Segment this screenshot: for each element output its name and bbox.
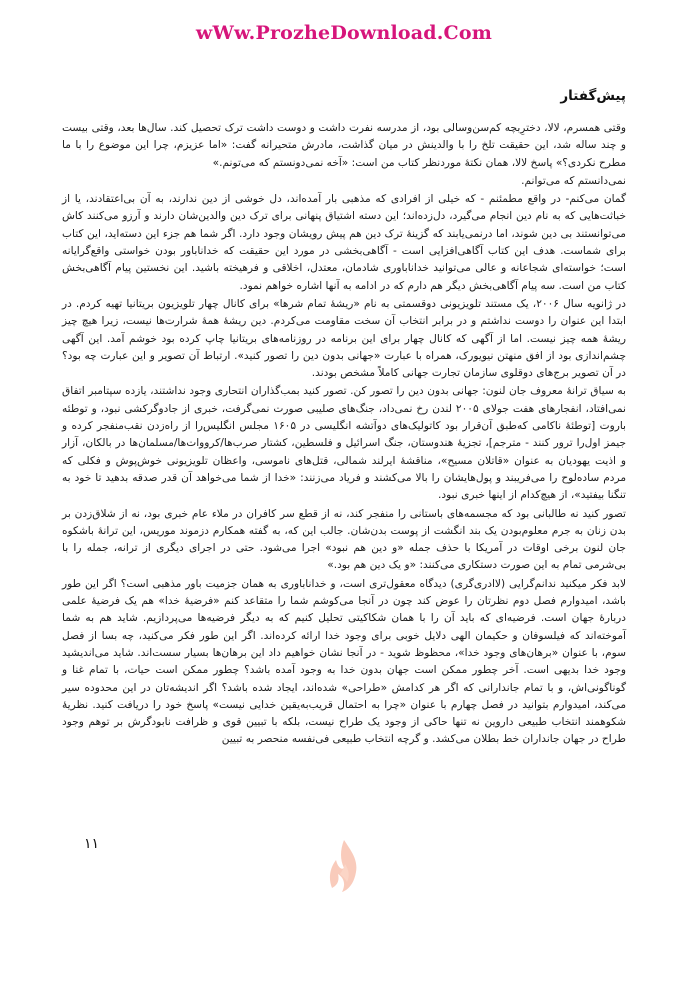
page-number: ۱۱ <box>84 836 100 852</box>
paragraph: به سیاق ترانهٔ معروف جان لنون: جهانی بدون دین را تصور کن. تصور کنید بمب‌گذاران انتحاری وجود نداشتند، یازده سپتامبر اتفاق نمی‌افتاد، انفجارهای هفت جولای ۲۰۰۵ لندن رخ نمی‌داد، جنگ‌های صلیبی صورت نمی‌گرفت، خبری از جادوگرکشی نبود، و توطئه باروت [توطئهٔ ناکامی که‌طبق آن‌قرار بود کاتولیک‌های دوآتشه انگلیسی در ۱۶۰۵ مجلس انگلیس‌را از راه‌زدن نقب‌منفجر کرده و جیمز اول‌را ترور کنند - مترجم]، تجزیهٔ هندوستان، جنگ اسرائیل و فلسطین، کشتار صرب‌ها/کرووات‌ها/مسلمان‌ها در بالکان، آزار و اذیت یهودیان به عنوان «قاتلان مسیح»، مناقشهٔ ایرلند شمالی، قتل‌های ناموسی، واعظان تلویزیونی خوش‌پوش و فکلی که مردم ساده‌لوح را می‌فریبند و پول‌هایشان را بالا می‌کشند و فریاد می‌زنند: «خدا از شما می‌خواهد آن قدر صدقه بدهید تا خود به تنگنا بیفتید»، از هیچ‌کدام از اینها خبری نبود. <box>62 385 627 502</box>
site-banner[interactable]: wWw.ProzheDownload.Com <box>195 22 493 44</box>
paragraph: گمان می‌کنم- در واقع مطمئنم - که خیلی از افرادی که مذهبی بار آمده‌اند، دل خوشی از دین ندارند، به آن بی‌اعتقادند، یا از خباثت‌هایی که به نام دین انجام می‌گیرد، دل‌زده‌اند؛ این دسته اشتیاق پنهانی برای ترک دین والدین‌شان دارند و آرزو می‌کنند کاش می‌توانستند بی دین شوند، اما درنمی‌یابند که گزینهٔ ترک دین هم پیش رویشان وجود دارد. اگر شما هم جزء این دسته‌اید، این کتاب برای شماست. هدف این کتاب آگاهی‌افزایی است - آگاهی‌بخشی در مورد این حقیقت که خداناباور بودن خواستی واقع‌گرایانه است؛ خواسته‌ای شجاعانه و عالی می‌توانید خداناباوری شادمان، معتدل، اخلاقی و فرهیخته باشید. این نخستین پیام آگاهی‌بخش کتاب من است. سه پیام آگاهی‌بخش دیگر هم دارم که در ادامه به آنها اشاره خواهم نمود. <box>62 193 626 292</box>
paragraph: در ژانویه سال ۲۰۰۶، یک مستند تلویزیونی دوقسمتی به نام «ریشهٔ تمام شرها» برای کانال چهار تلویزیون بریتانیا تهیه کردم. در ابتدا این عنوان را دوست نداشتم و در برابر انتخاب آن سخت مقاومت می‌کردم. دین ریشهٔ همهٔ شرارت‌ها نیست، زیرا هیچ چیز ریشهٔ همه چیز نیست. اما از آگهی که کانال چهار برای این برنامه در روزنامه‌های بریتانیا چاپ کرده بود خوشم آمد. این آگهی چشم‌اندازی بود از افق منهتن نیویورک، همراه با عبارت «جهانی بدون دین را تصور کنید». ارتباط آن تصویر و این عبارت چه بود؟ در آن تصویر برج‌های دوقلوی سازمان تجارت جهانی کاملاً مشخص بودند. <box>62 297 626 380</box>
paragraph: تصور کنید نه طالبانی بود که مجسمه‌های باستانی را منفجر کند، نه از قطع سر کافران در ملاء عام خبری بود، نه از شلاق‌زدن بر بدن زنان به جرم معلوم‌بودن یک بند انگشت از پوست بدن‌شان. جالب این که، به گفته همکارم دزموند موریس، این ترانهٔ باشکوه جان لنون برخی اوقات در آمریکا با حذف جمله «و دین هم نبود» اجرا می‌شود. حتی در اجرای دیگری از ترانه، جمله را با بی‌شرمی تمام به این صورت دستکاری می‌کنند: «و یک دین هم بود.» <box>62 507 626 572</box>
paragraph: لابد فکر میکنید ندانم‌گرایی (لاادری‌گری) دیدگاه معقول‌تری است، و خداناباوری به همان جزمیت باور مذهبی است؟ اگر این طور باشد، امیدوارم فصل دوم نظرتان را عوض کند چون در آنجا می‌کوشم شما را متقاعد کنم «فرضیهٔ خدا» هم یک فرضیهٔ علمی دربارهٔ جهان است. فرضیه‌ای که باید آن را با همان شکاکیتی تحلیل کنیم که به دیگر فرضیه‌ها می‌پردازیم. شاید هم به شما آموخته‌اند که فیلسوفان و حکیمان الهی دلایل خوبی برای وجود خدا ارائه کرده‌اند. اگر این طور فکر می‌کنید، چه بسا از فصل سوم، با عنوان «برهان‌های وجود خدا»، محظوظ شوید - در آنجا نشان خواهیم داد این برهان‌ها بسیار سست‌اند. شاید می‌اندیشید وجود خدا بدیهی است. آخر چطور ممکن است جهان بدون خدا به وجود آمده باشد؟ چطور ممکن است حیات، با تمام غنا و گوناگونی‌اش، و با تمام جاندارانی که اگر هر کدامش «طراحی» شده‌اند، ایجاد شده باشد؟ اگر اندیشه‌تان در این محدوده سیر می‌کند، امیدوارم بتوانید در فصل چهارم با عنوان «چرا به احتمال قریب‌به‌یقین خدایی نیست» پاسخ خود را دریافت کنید. نظریهٔ شکوهمند انتخاب طبیعی داروین نه تنها حاکی از وجود یک طراح نیست، بلکه با تبیین قوی و ظرافت نابودگرش بر توهم وجود طراح در جهان جانداران خط بطلان می‌کشد. و گرچه انتخاب طبیعی فی‌نفسه منحصر به تبیین <box>62 577 626 746</box>
section-heading: پیش‌گفتار <box>560 88 626 104</box>
flame-logo-watermark-icon <box>326 838 362 894</box>
paragraph: وقتی همسرم، لالا، دخترِبچه کم‌سن‌وسالی بود، از مدرسه نفرت داشت و دوست داشت ترک تحصیل کند. سال‌ها بعد، وقتی بیست و چند ساله شد، این حقیقت تلخ را با والدینش در میان گذاشت، مادرش متحیرانه گفت: «اما عزیزم، چرا این موضوع را با ما مطرح نکردی؟» پاسخ لالا، همان نکتهٔ موردنظر کتاب من است: «آخه نمی‌دونستم که می‌تونم.» <box>62 122 626 169</box>
paragraph: نمی‌دانستم که می‌توانم. <box>521 174 626 187</box>
body-text <box>62 120 626 750</box>
